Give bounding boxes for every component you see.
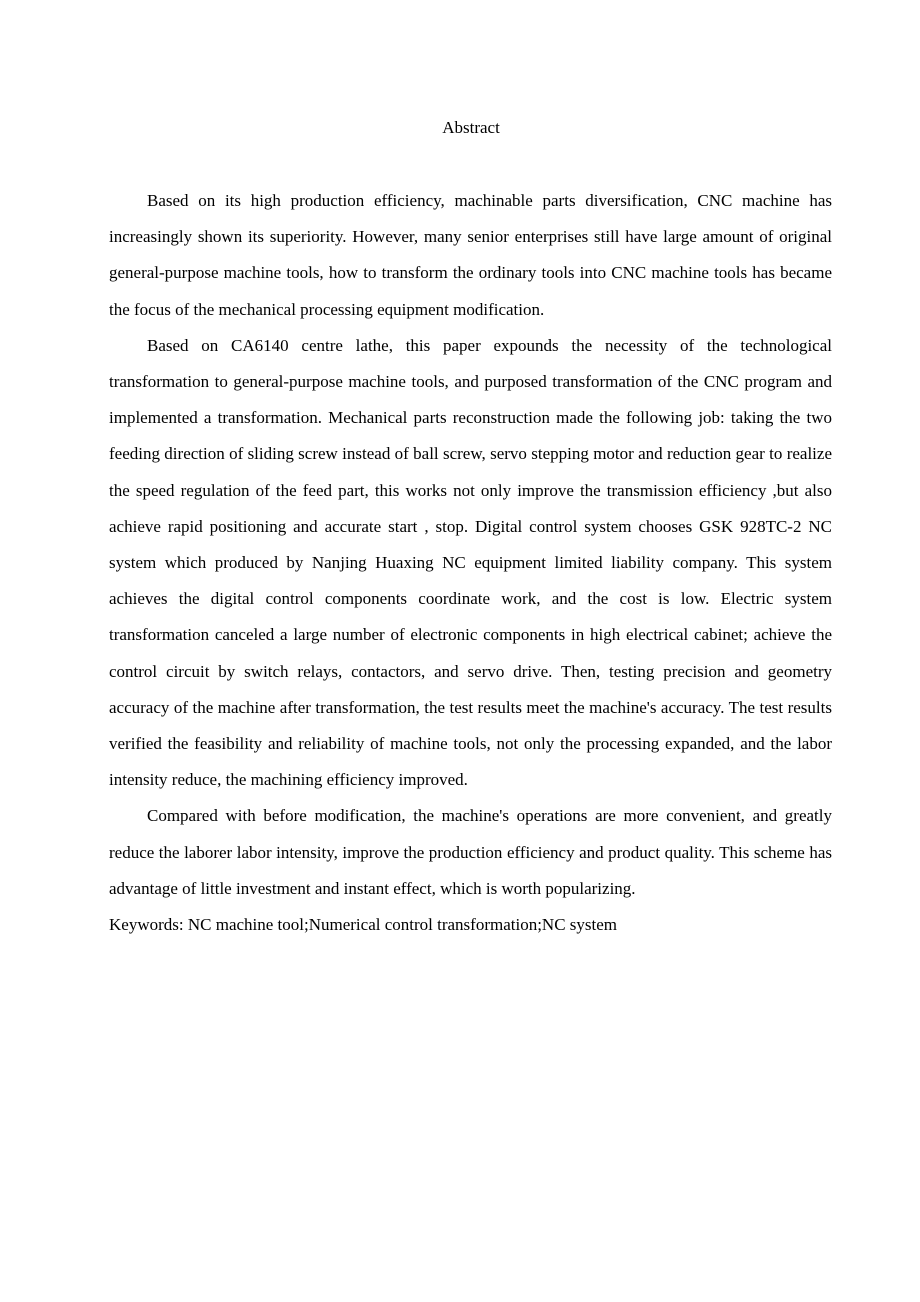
keywords-line: Keywords: NC machine tool;Numerical control transformation;NC system bbox=[109, 915, 618, 935]
abstract-paragraph-3: Compared with before modification, the machine's operations are more convenient, and greatly reduce the laborer labor intensity, improve the production efficiency and product quality. This scheme has advantage of little investment and instant effect, which is worth popularizing. bbox=[109, 806, 832, 898]
abstract-body bbox=[109, 183, 832, 943]
abstract-paragraph-2: Based on CA6140 centre lathe, this paper expounds the necessity of the technological transformation to general-purpose machine tools, and purposed transformation of the CNC program and implemented a transformation. Mechanical parts reconstruction made the following job: taking the two feeding direction of sliding screw instead of ball screw, servo stepping motor and reduction gear to realize the speed regulation of the feed part, this works not only improve the transmission efficiency ,but also achieve rapid positioning and accurate start , stop. Digital control system chooses GSK 928TC-2 NC system which produced by Nanjing Huaxing NC equipment limited liability company. This system achieves the digital control components coordinate work, and the cost is low. Electric system transformation canceled a large number of electronic components in high electrical cabinet; achieve the control circuit by switch relays, contactors, and servo drive. Then, testing precision and geometry accuracy of the machine after transformation, the test results meet the machine's accuracy. The test results verified the feasibility and reliability of machine tools, not only the processing expanded, and the labor intensity reduce, the machining efficiency improved. bbox=[109, 335, 832, 790]
abstract-title: Abstract bbox=[442, 118, 500, 137]
abstract-paragraph-1: Based on its high production efficiency, machinable parts diversification, CNC machine has increasingly shown its superiority. However, many senior enterprises still have large amount of original general-purpose machine tools, how to transform the ordinary tools into CNC machine tools has became the focus of the mechanical processing equipment modification. bbox=[109, 191, 832, 319]
